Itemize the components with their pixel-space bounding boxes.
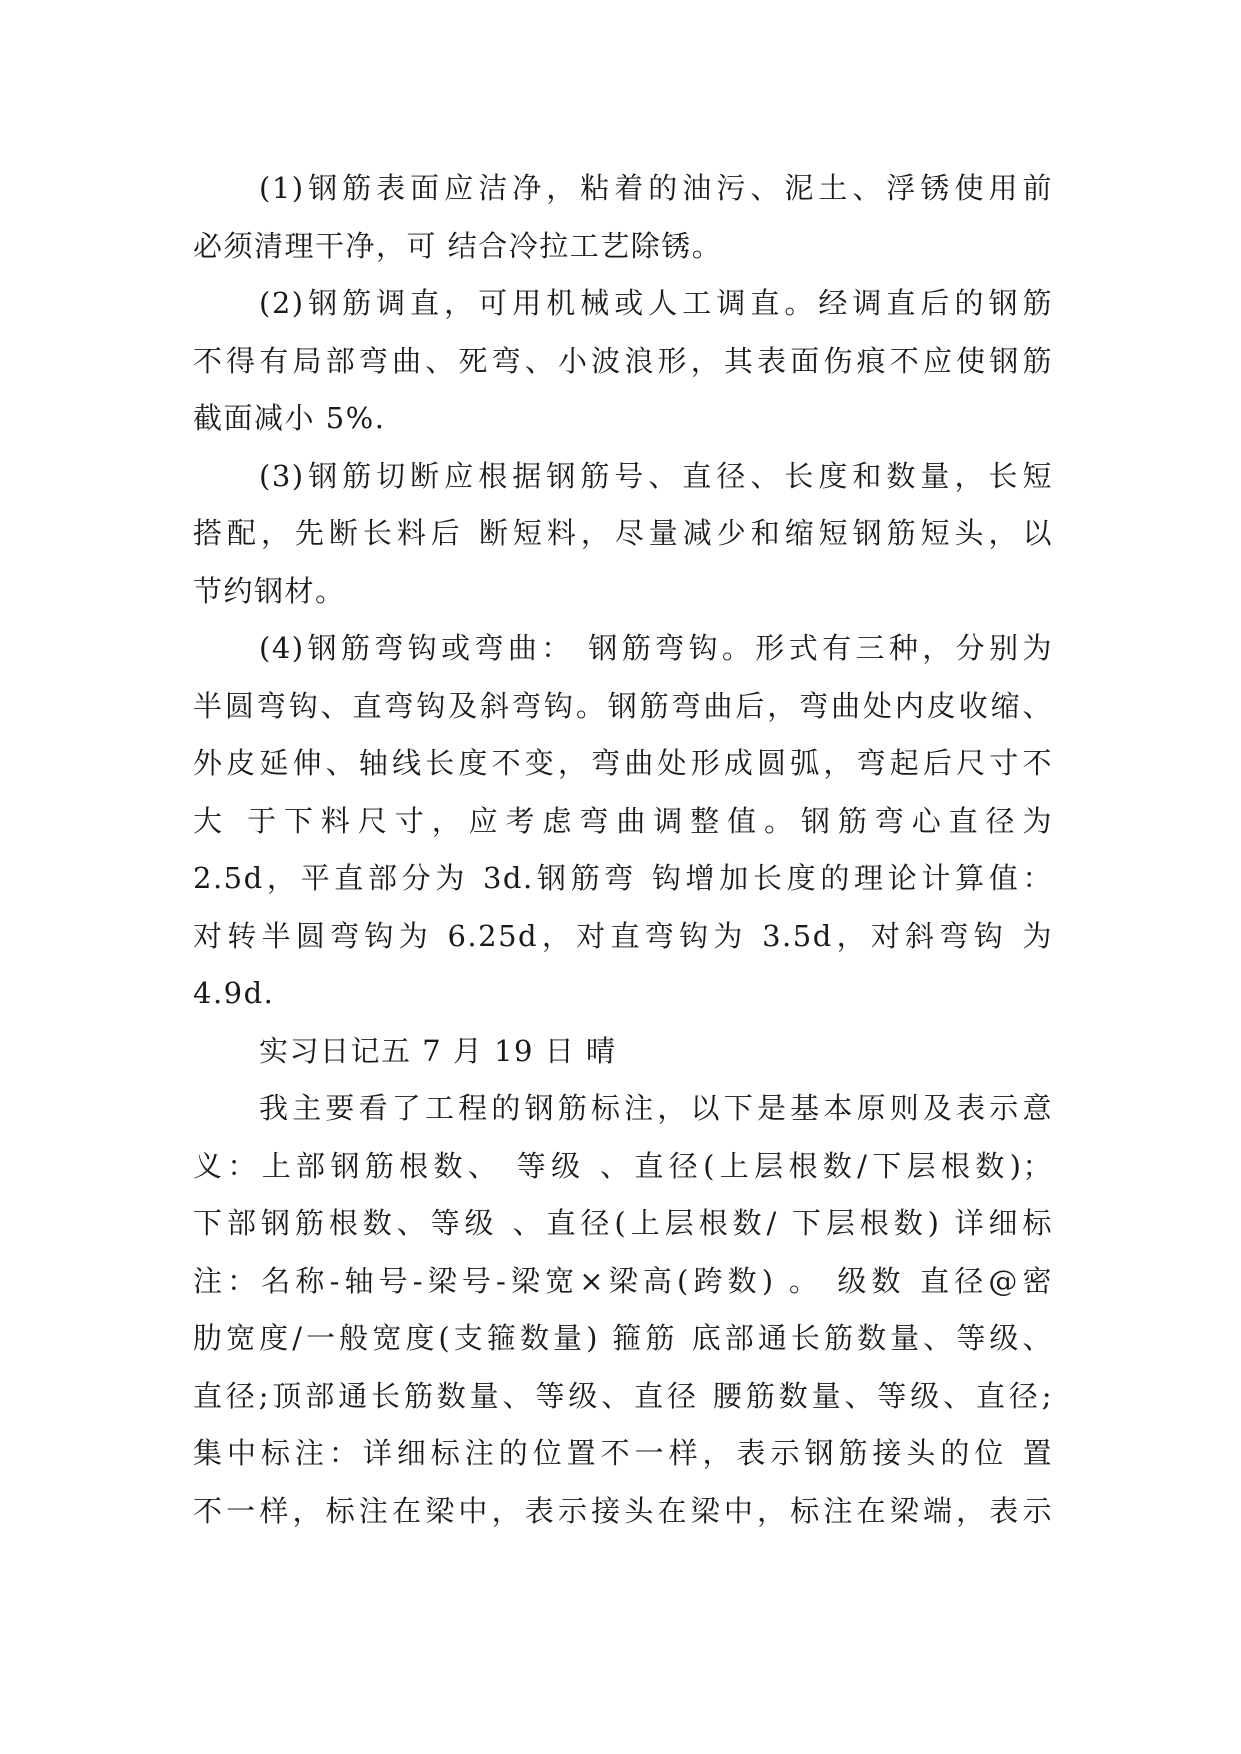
text-line: 半圆弯钩、直弯钩及斜弯钩。钢筋弯曲后，弯曲处内皮收缩、 bbox=[193, 688, 1053, 723]
text-line: 我主要看了工程的钢筋标注，以下是基本原则及表示意 bbox=[259, 1091, 1053, 1125]
text-line: 不得有局部弯曲、死弯、小波浪形，其表面伤痕不应使钢筋 bbox=[193, 343, 1053, 378]
diary-heading: 实习日记五 7 月 19 日 晴 bbox=[259, 1033, 617, 1068]
text-line: 义：上部钢筋根数、 等级 、直径(上层根数/下层根数)； bbox=[193, 1148, 1053, 1183]
text-line: 必须清理干净，可 结合冷拉工艺除锈。 bbox=[193, 228, 723, 263]
text-line: 直径;顶部通长筋数量、等级、直径 腰筋数量、等级、直径; bbox=[193, 1378, 1053, 1413]
text-line: 搭配，先断长料后 断短料，尽量减少和缩短钢筋短头，以 bbox=[193, 516, 1053, 550]
text-line: 注：名称-轴号-梁号-梁宽×梁高(跨数) 。 级数 直径@密 bbox=[193, 1263, 1053, 1298]
text-line: (2)钢筋调直，可用机械或人工调直。经调直后的钢筋 bbox=[259, 286, 1053, 320]
text-line: 不一样，标注在梁中，表示接头在梁中，标注在梁端，表示 bbox=[193, 1493, 1053, 1528]
text-line: 肋宽度/一般宽度(支箍数量) 箍筋 底部通长筋数量、等级、 bbox=[193, 1321, 1053, 1355]
text-line: 对转半圆弯钩为 6.25d，对直弯钩为 3.5d，对斜弯钩 为 bbox=[193, 918, 1053, 953]
text-line: 集中标注：详细标注的位置不一样，表示钢筋接头的位 置 bbox=[193, 1436, 1053, 1470]
text-line: (1)钢筋表面应洁净，粘着的油污、泥土、浮锈使用前 bbox=[259, 171, 1053, 205]
text-line: (4)钢筋弯钩或弯曲： 钢筋弯钩。形式有三种，分别为 bbox=[259, 631, 1053, 665]
text-line: 下部钢筋根数、等级 、直径(上层根数/ 下层根数) 详细标 bbox=[193, 1206, 1053, 1240]
text-line: (3)钢筋切断应根据钢筋号、直径、长度和数量，长短 bbox=[259, 458, 1053, 493]
text-line: 4.9d. bbox=[193, 976, 275, 1010]
document-body bbox=[193, 160, 1053, 1540]
text-line: 大 于下料尺寸，应考虑弯曲调整值。钢筋弯心直径为 bbox=[193, 803, 1053, 838]
text-line: 2.5d，平直部分为 3d.钢筋弯 钩增加长度的理论计算值： bbox=[193, 861, 1053, 895]
text-line: 节约钢材。 bbox=[193, 573, 346, 608]
text-line: 截面减小 5%. bbox=[193, 401, 386, 435]
text-line: 外皮延伸、轴线长度不变，弯曲处形成圆弧，弯起后尺寸不 bbox=[193, 746, 1053, 780]
